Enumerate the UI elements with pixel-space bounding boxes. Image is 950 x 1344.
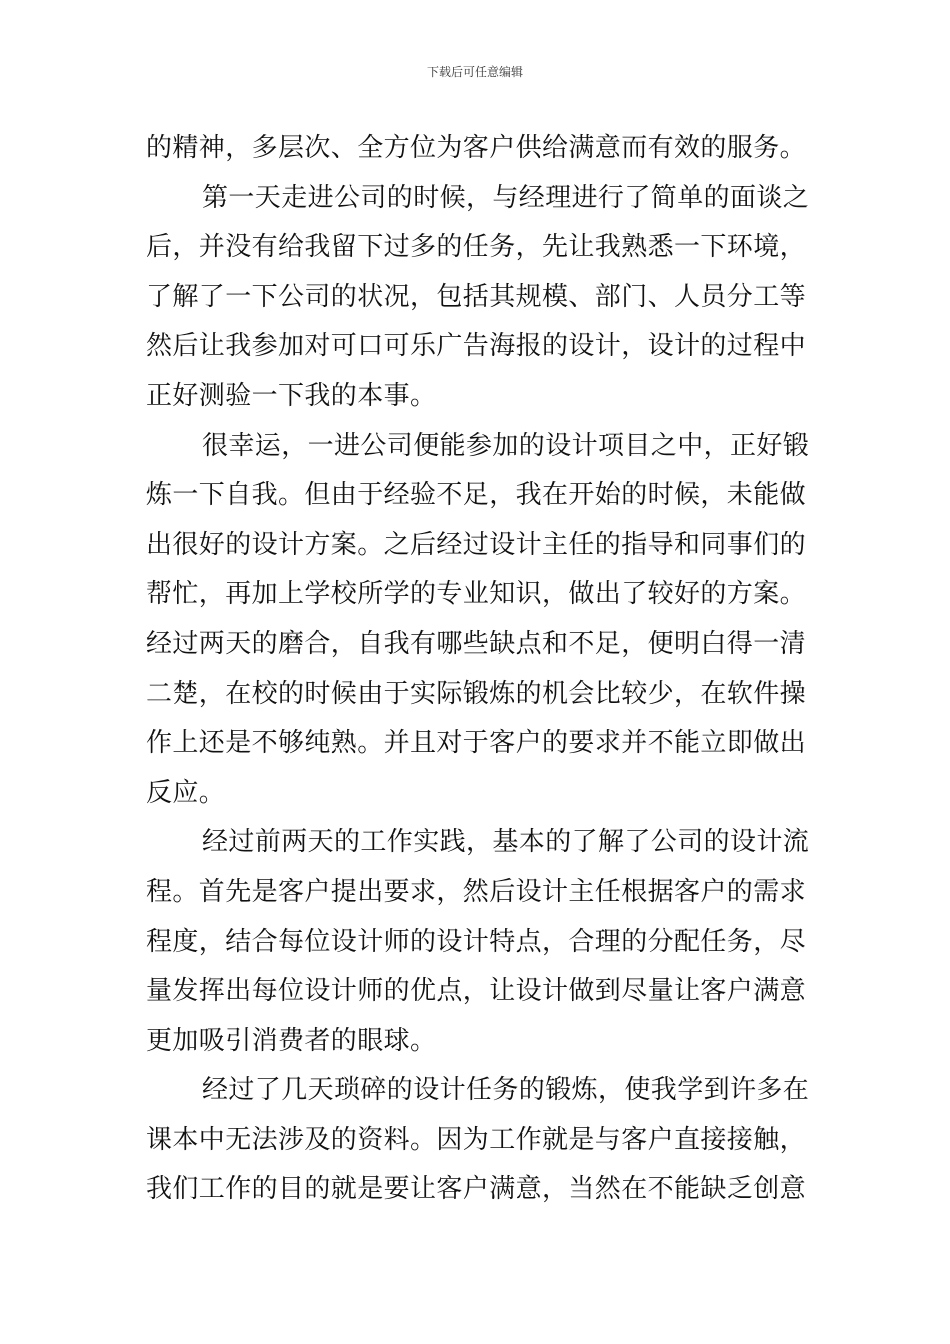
document-body: [146, 124, 808, 1215]
text-line: 帮忙，再加上学校所学的专业知识，做出了较好的方案。: [146, 579, 807, 610]
page-header: 下载后可任意编辑: [426, 65, 523, 79]
text-line: 二楚，在校的时候由于实际锻炼的机会比较少，在软件操: [146, 678, 807, 709]
text-line: 我们工作的目的就是要让客户满意，当然在不能缺乏创意: [146, 1174, 807, 1205]
text-line: 的精神，多层次、全方位为客户供给满意而有效的服务。: [146, 133, 807, 163]
text-line: 程度，结合每位设计师的设计特点，合理的分配任务，尽: [146, 926, 807, 957]
text-line: 出很好的设计方案。之后经过设计主任的指导和同事们的: [146, 529, 807, 560]
text-line: 课本中无法涉及的资料。因为工作就是与客户直接接触，: [146, 1124, 807, 1155]
text-line: 了解了一下公司的状况，包括其规模、部门、人员分工等: [146, 281, 807, 312]
text-line: 第一天走进公司的时候，与经理进行了简单的面谈之: [202, 182, 810, 213]
text-line: 更加吸引消费者的眼球。: [146, 1025, 437, 1056]
text-line: 很幸运，一进公司便能参加的设计项目之中，正好锻: [202, 430, 810, 461]
text-line: 经过两天的磨合，自我有哪些缺点和不足，便明白得一清: [146, 628, 807, 659]
text-line: 后，并没有给我留下过多的任务，先让我熟悉一下环境，: [146, 232, 807, 263]
text-line: 作上还是不够纯熟。并且对于客户的要求并不能立即做出: [146, 728, 807, 759]
text-line: 经过前两天的工作实践，基本的了解了公司的设计流: [202, 827, 810, 858]
text-line: 炼一下自我。但由于经验不足，我在开始的时候，未能做: [146, 480, 807, 511]
text-line: 量发挥出每位设计师的优点，让设计做到尽量让客户满意: [146, 976, 807, 1007]
text-line: 反应。: [146, 777, 226, 808]
text-line: 经过了几天琐碎的设计任务的锻炼，使我学到许多在: [202, 1075, 810, 1106]
text-line: 然后让我参加对可口可乐广告海报的设计，设计的过程中: [146, 331, 807, 362]
text-line: 正好测验一下我的本事。: [146, 380, 437, 411]
text-line: 程。首先是客户提出要求，然后设计主任根据客户的需求: [146, 876, 807, 907]
